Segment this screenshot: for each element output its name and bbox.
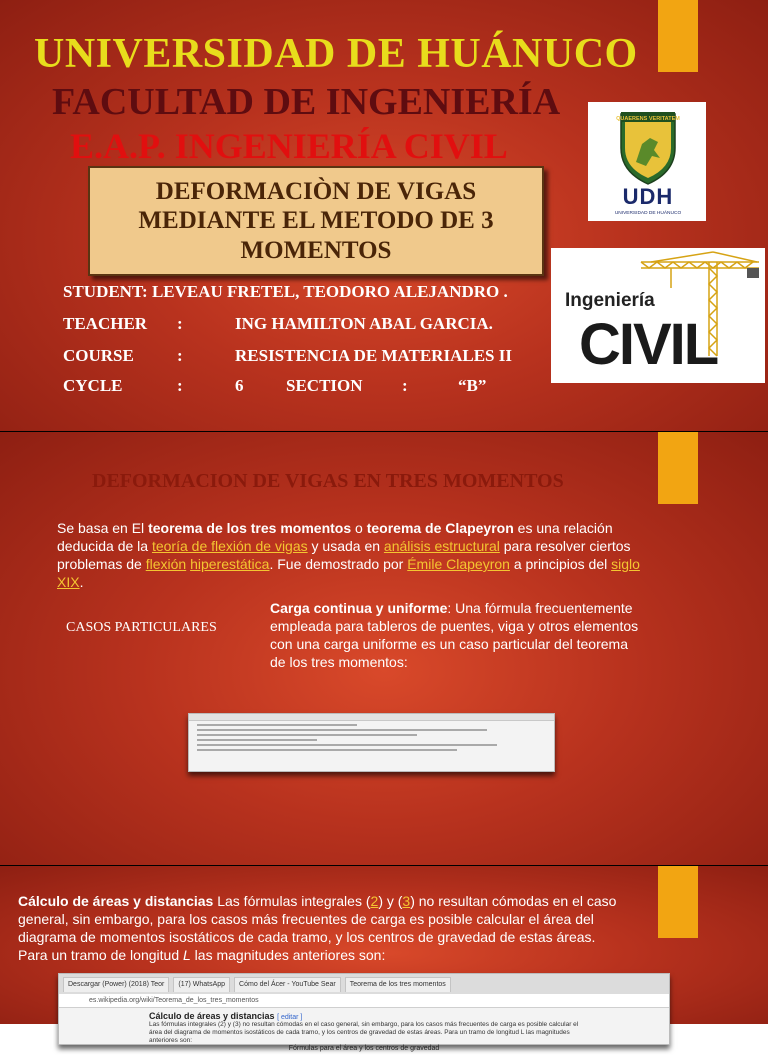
svg-text:Ingeniería: Ingeniería xyxy=(565,290,655,311)
ingenieria-civil-logo xyxy=(551,248,765,383)
browser-tab: Cómo del Ácer - YouTube Sear xyxy=(234,977,341,992)
browser-page-content xyxy=(59,1008,669,1055)
svg-text:CIVIL: CIVIL xyxy=(579,312,718,377)
link-teoria-flexion[interactable]: teoría de flexión de vigas xyxy=(151,538,308,554)
link-flexion[interactable]: flexión xyxy=(145,556,187,572)
browser-tab: Teorema de los tres momentos xyxy=(345,977,451,992)
course-value: RESISTENCIA DE MATERIALES II xyxy=(235,346,512,365)
browser-tab: Descargar (Power) (2018) Teor xyxy=(63,977,169,992)
crane-icon xyxy=(551,248,765,383)
intro-paragraph: Se basa en El teorema de los tres momentos o teorema de Clapeyron es una relación deducida de la teoría de flexión de vigas y usada en análisis estructural para resolver ciertos problemas de flexión hiperestática. Fue demostrado por Émile Clapeyron a principios del siglo XIX. xyxy=(57,520,640,590)
browser-caption: Fórmulas para el área y los centros de gravedad xyxy=(288,1045,440,1052)
udh-shield-icon xyxy=(588,102,706,221)
browser-url-bar: es.wikipedia.org/wiki/Teorema_de_los_tres_momentos xyxy=(59,994,669,1008)
link-analisis-estructural[interactable]: análisis estructural xyxy=(383,538,500,554)
wikipedia-screenshot-image xyxy=(188,713,555,772)
teacher-value: ING HAMILTON ABAL GARCIA. xyxy=(235,314,493,333)
browser-tab: (17) WhatsApp xyxy=(173,977,230,992)
calculo-areas-paragraph: Cálculo de áreas y distancias Las fórmulas integrales (2) y (3) no resultan cómodas en el caso general, sin embargo, para los casos más frecuentes de carga es posible calcular el área del diagrama de momentos isostáticos de cada tramo, y los centros de gravedad de estas áreas. Para un tramo de longitud L las magnitudes anteriores son: xyxy=(18,893,617,963)
course-label: COURSE xyxy=(63,346,134,365)
presentation-title: DEFORMACIÒN DE VIGAS MEDIANTE EL METODO DE 3 MOMENTOS xyxy=(138,177,494,264)
faculty-name: FACULTAD DE INGENIERÍA xyxy=(52,81,561,123)
presentation-title-box xyxy=(88,166,544,276)
carga-continua-paragraph: Carga continua y uniforme: Una fórmula frecuentemente empleada para tableros de puentes, viga y otros elementos con una carga uniforme es un caso particular del teorema de los tres momentos: xyxy=(270,600,639,670)
browser-tab-bar xyxy=(59,974,669,994)
section-title: DEFORMACION DE VIGAS EN TRES MOMENTOS xyxy=(92,470,564,492)
svg-text:QUAERENS VERITATEM: QUAERENS VERITATEM xyxy=(616,116,680,122)
svg-text:UDH: UDH xyxy=(622,184,674,209)
link-formula-2[interactable]: 2 xyxy=(370,893,379,909)
cycle-value: 6 xyxy=(235,376,244,395)
link-siglo-xix[interactable]: siglo XIX xyxy=(57,556,640,590)
link-hiperestatica[interactable]: hiperestática xyxy=(190,556,270,572)
section-label: SECTION xyxy=(286,376,363,395)
browser-text: Las fórmulas integrales (2) y (3) no resultan cómodas en el caso general, sin embargo, para los casos más frecuentes de carga es posible calcular el área del diagrama de momentos isostáticos de cada tramo, y los centros de gravedad de estas áreas. Para un tramo de longitud L las magnitudes anteriores son: xyxy=(149,1021,579,1044)
link-formula-3[interactable]: 3 xyxy=(402,893,411,909)
content-slide-1 xyxy=(0,432,768,866)
university-name: UNIVERSIDAD DE HUÁNUCO xyxy=(34,31,638,77)
content-slide-2 xyxy=(0,866,768,1052)
cycle-colon: : xyxy=(177,376,183,395)
student-line: STUDENT: LEVEAU FRETEL, TEODORO ALEJANDRO . xyxy=(63,282,508,301)
browser-heading: Cálculo de áreas y distancias [ editar ] xyxy=(149,1011,303,1021)
browser-screenshot-image xyxy=(58,973,670,1052)
teacher-colon: : xyxy=(177,314,183,333)
teacher-label: TEACHER xyxy=(63,314,148,333)
orange-accent-bar xyxy=(658,432,698,504)
udh-logo xyxy=(588,102,706,221)
casos-particulares-label: CASOS PARTICULARES xyxy=(66,620,217,635)
title-slide xyxy=(0,0,768,432)
course-colon: : xyxy=(177,346,183,365)
cycle-label: CYCLE xyxy=(63,376,123,395)
section-colon: : xyxy=(402,376,408,395)
orange-accent-bar xyxy=(658,866,698,938)
orange-accent-bar xyxy=(658,0,698,72)
school-name: E.A.P. INGENIERÍA CIVIL xyxy=(70,126,508,166)
section-value: “B” xyxy=(458,376,487,395)
svg-text:UNIVERSIDAD DE HUÁNUCO: UNIVERSIDAD DE HUÁNUCO xyxy=(614,211,682,216)
link-emile-clapeyron[interactable]: Émile Clapeyron xyxy=(407,556,510,572)
